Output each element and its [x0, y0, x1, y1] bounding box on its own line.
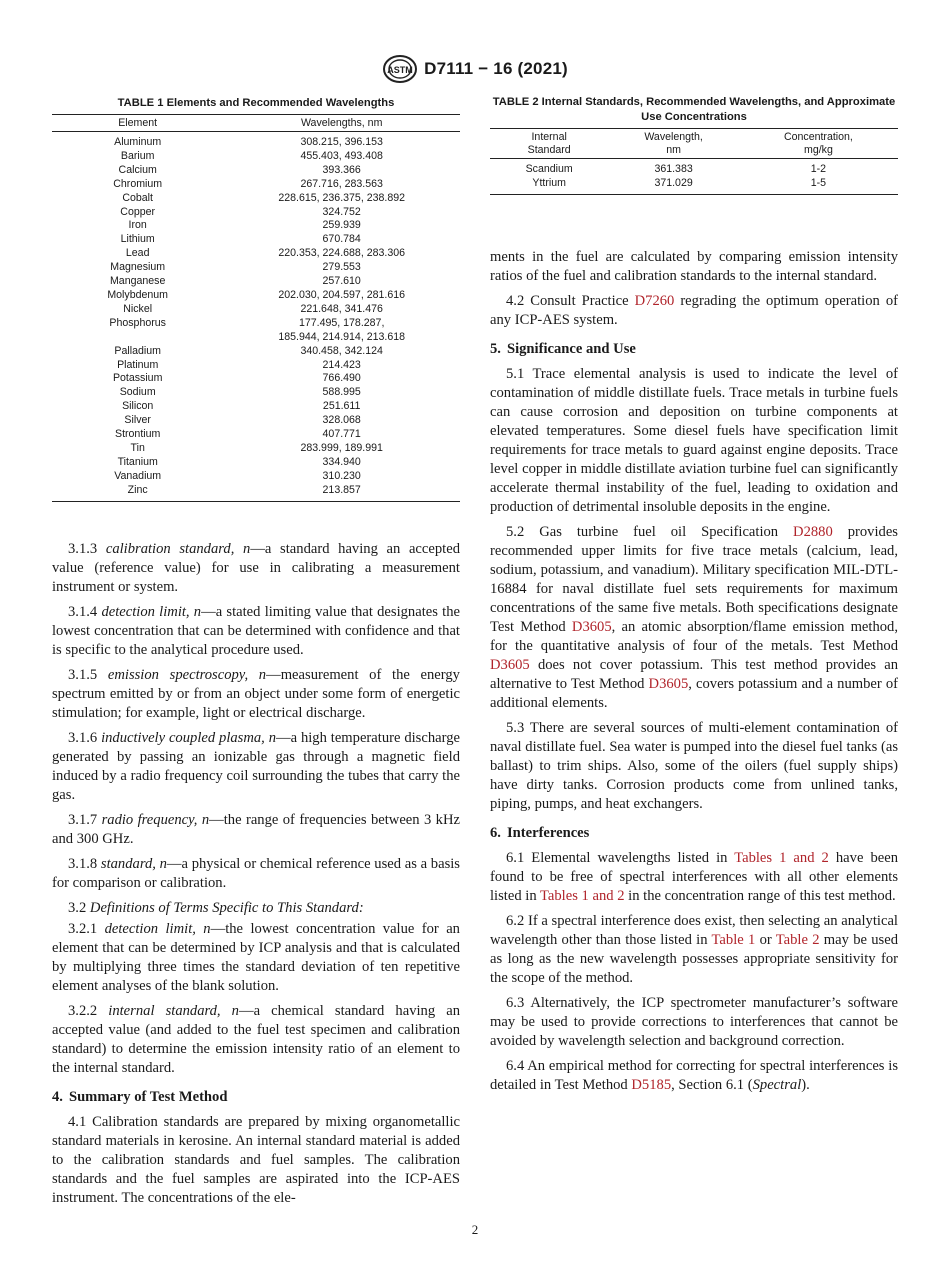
wavelength-cell: 588.995	[322, 386, 361, 399]
table2-header-cell	[490, 129, 608, 159]
right-column	[490, 248, 898, 1101]
element-cell: Silver	[124, 414, 151, 427]
ref-table2-link[interactable]: Table 2	[775, 932, 820, 948]
table2-header-line: Concentration,	[783, 131, 853, 143]
wavelength-cell: 221.648, 341.476	[300, 302, 383, 315]
para-3-2-2: 3.2.2 internal standard, n—a chemical standard having an accepted value (and added to the fuel test specimen and calibration standard) to determine the emission intensity ratio of an element to the internal standard.	[52, 1003, 461, 1076]
element-cell: Magnesium	[110, 261, 166, 274]
element-cell: Silicon	[122, 400, 154, 413]
wavelength-cell: 185.944, 214.914, 213.618	[278, 330, 405, 343]
wavelength-cell: 214.423	[322, 358, 361, 371]
table1	[52, 114, 460, 502]
ref-d3605-link[interactable]: D3605	[571, 619, 612, 635]
table2-cell: 361.383	[654, 163, 693, 175]
table1-header-cell: Wavelengths, nm	[300, 117, 383, 129]
wavelength-cell: 324.752	[322, 205, 361, 218]
table2-cell: 1-5	[810, 176, 827, 189]
para-5-1: 5.1 Trace elemental analysis is used to indicate the level of contamination of middle distillate fuels. Trace metals in turbine fuels can cause corrosion and deposition on turbine components at elevated temperatures. Some diesel fuels have specification limit requirements for trace metals to guard against engine deposits. Trace level copper in middle distillate aviation turbine fuel can significantly accelerate thermal instability of the fuel, leading to oxidation and production of detrimental insoluble deposits in the engine.	[490, 366, 899, 515]
document-id: D7111 − 16 (2021)	[424, 59, 568, 78]
ref-tables-link[interactable]: Tables 1 and 2	[540, 888, 625, 904]
para-3-2-1: 3.2.1 detection limit, n—the lowest concentration value for an element that can be determined by ICP analysis and that is calculated by multiplying three times the standard deviation of ten repetitive element analyses of the blank solution.	[52, 921, 460, 994]
para-3-1-8: 3.1.8 standard, n—a physical or chemical reference used as a basis for comparison or calibration.	[52, 856, 460, 891]
table-row	[52, 428, 460, 442]
wavelength-cell: 393.366	[322, 163, 361, 176]
para-6-4: 6.4 An empirical method for correcting for spectral interferences is detailed in Test Method D5185, Section 6.1 (Spectral).	[490, 1058, 899, 1093]
para-3-1-6: 3.1.6 inductively coupled plasma, n—a high temperature discharge generated by passing an ionizable gas through a magnetic field induced by a radio frequency coil surrounding the tubes that carry the gas.	[52, 730, 460, 803]
table-row	[52, 275, 460, 289]
ref-tables-link[interactable]: Tables 1 and 2	[734, 850, 829, 866]
element-cell: Manganese	[109, 275, 166, 288]
element-cell	[52, 331, 223, 345]
element-cell: Phosphorus	[109, 316, 166, 329]
wavelength-cell: 267.716, 283.563	[300, 177, 383, 190]
para-6-3: 6.3 Alternatively, the ICP spectrometer manufacturer’s software may be used to provide corrections to interferences that cannot be avoided by wavelength selection and background correction.	[490, 995, 898, 1049]
table-row	[52, 164, 460, 178]
wavelength-cell: 283.999, 189.991	[300, 441, 383, 454]
table2-header-line: nm	[666, 144, 681, 156]
wavelength-cell: 455.403, 493.408	[300, 149, 383, 162]
wavelength-cell: 251.611	[322, 400, 361, 413]
table-row	[490, 159, 898, 177]
element-cell: Strontium	[115, 428, 161, 441]
section-4-heading: 4. Summary of Test Method	[52, 1089, 228, 1105]
para-6-1: 6.1 Elemental wavelengths listed in Tables 1 and 2 have been found to be free of spectral interferences with all other elements listed in Tables 1 and 2 in the concentration range of this test method.	[490, 850, 898, 904]
table2-title: TABLE 2 Internal Standards, Recommended Wavelengths, and Approximate Use Concentrations	[492, 96, 896, 123]
wavelength-cell: 228.615, 236.375, 238.892	[278, 191, 405, 204]
element-cell: Tin	[130, 441, 145, 454]
table-row	[52, 456, 460, 470]
table2-header-line: Internal	[531, 131, 567, 143]
ref-table1-link[interactable]: Table 1	[711, 932, 756, 948]
table2-header-line: mg/kg	[804, 144, 833, 156]
element-cell: Copper	[120, 205, 156, 218]
para-3-1-5: 3.1.5 emission spectroscopy, n—measurement of the energy spectrum emitted by or from an object under some form of energetic stimulation; for example, light or electrical discharge.	[52, 667, 460, 721]
ref-d7260-link[interactable]: D7260	[634, 293, 675, 309]
element-cell: Platinum	[117, 358, 159, 371]
table-row	[52, 484, 460, 501]
table2-header-line: Wavelength,	[644, 131, 703, 143]
para-3-2: 3.2 Definitions of Terms Specific to This Standard:	[68, 900, 364, 916]
table-row	[52, 247, 460, 261]
table-row	[52, 206, 460, 220]
element-cell: Calcium	[118, 163, 157, 176]
para-4-2: 4.2 Consult Practice D7260 regrading the optimum operation of any ICP-AES system.	[490, 293, 898, 328]
wavelength-cell: 279.553	[322, 261, 361, 274]
wavelength-cell: 308.215, 396.153	[300, 136, 383, 148]
element-cell: Cobalt	[122, 191, 153, 204]
wavelength-cell: 407.771	[322, 428, 361, 441]
table-row	[490, 177, 898, 194]
table1-header-cell: Element	[118, 117, 158, 129]
element-cell: Barium	[120, 149, 155, 162]
page-number: 2	[471, 1222, 479, 1237]
table-row	[52, 414, 460, 428]
wavelength-cell: 202.030, 204.597, 281.616	[278, 288, 405, 301]
element-cell: Molybdenum	[107, 288, 168, 301]
table-row	[52, 132, 460, 150]
ref-d2880-link[interactable]: D2880	[793, 524, 833, 540]
table-row	[52, 359, 460, 373]
para-4-1: 4.1 Calibration standards are prepared by mixing organometallic standard materials in kerosine. An internal standard material is added to the calibration standards and fuel samples. The calibration standards and the fuel samples are aspirated into the ICP-AES instrument. The concentrations of the ele-	[52, 1114, 460, 1206]
table-row	[52, 150, 460, 164]
table-row	[52, 219, 460, 233]
astm-logo-icon	[382, 54, 418, 84]
table-row	[52, 261, 460, 275]
table-row	[52, 400, 460, 414]
table2-cell: 1-2	[810, 163, 827, 175]
table-row	[52, 470, 460, 484]
table2-header-line: Standard	[527, 144, 571, 156]
para-5-2: 5.2 Gas turbine fuel oil Specification D2880 provides recommended upper limits for five trace metals (calcium, lead, sodium, potassium, and vanadium). Military specification MIL-DTL-16884 for naval distillate fuel sets requirements for maximum concentrations of the same five metals. Both specifications designate Test Method D3605, an atomic absorption/flame emission method, for the quantitative analysis of four of the metals. Test Method D3605 does not cover potassium. This test method provides an alternative to Test Method D3605, covers potassium and a number of additional elements.	[490, 524, 898, 711]
element-cell: Iron	[128, 219, 147, 232]
wavelength-cell: 766.490	[322, 372, 361, 385]
para-3-1-3: 3.1.3 calibration standard, n—a standard having an accepted value (reference value) for use in calibrating a measurement instrument or system.	[52, 541, 460, 595]
element-cell: Sodium	[119, 386, 156, 399]
section-5-heading: 5. Significance and Use	[490, 341, 636, 357]
table-row	[52, 442, 460, 456]
section-6-heading: 6. Interferences	[490, 825, 590, 841]
table-row	[52, 192, 460, 206]
wavelength-cell: 213.857	[322, 483, 361, 496]
svg-text:ASTM: ASTM	[387, 65, 413, 75]
element-cell: Lithium	[120, 233, 155, 246]
wavelength-cell: 259.939	[322, 219, 361, 232]
table2	[490, 128, 898, 195]
element-cell: Potassium	[112, 372, 163, 385]
table2-cell: 371.029	[654, 176, 693, 189]
ref-d5185-link[interactable]: D5185	[631, 1077, 672, 1093]
table1-title: TABLE 1 Elements and Recommended Wavelengths	[117, 97, 395, 109]
table-row	[52, 178, 460, 192]
element-cell: Nickel	[123, 302, 153, 315]
wavelength-cell: 670.784	[322, 233, 361, 246]
wavelength-cell: 328.068	[322, 414, 361, 427]
wavelength-cell: 220.353, 224.688, 283.306	[278, 247, 405, 260]
element-cell: Chromium	[113, 177, 163, 190]
table-row	[52, 317, 460, 331]
wavelength-cell: 310.230	[322, 469, 361, 482]
para-5-3: 5.3 There are several sources of multi-element contamination of naval distillate fuel. Sea water is pumped into the diesel fuel tanks (as ballast) to trim ships. Also, some of the oilers (fuel supply ships) have dirty tanks. Corrosion products come from unlined tanks, piping, pumps, and heat exchangers.	[490, 720, 898, 812]
left-column	[52, 540, 460, 1214]
element-cell: Aluminum	[114, 136, 162, 148]
ref-d3605-link[interactable]: D3605	[490, 657, 530, 673]
table-row	[52, 233, 460, 247]
ref-d3605-link[interactable]: D3605	[648, 676, 689, 692]
table2-header-cell	[608, 129, 739, 159]
table2-header-cell	[739, 129, 898, 159]
table2-cell: Scandium	[525, 163, 573, 175]
wavelength-cell: 340.458, 342.124	[300, 344, 383, 357]
page-header	[0, 54, 950, 84]
element-cell: Zinc	[127, 483, 148, 496]
table2-cell: Yttrium	[532, 176, 566, 189]
table-row	[52, 345, 460, 359]
wavelength-cell: 177.495, 178.287,	[298, 316, 385, 329]
element-cell: Lead	[125, 247, 150, 260]
para-3-1-7: 3.1.7 radio frequency, n—the range of frequencies between 3 kHz and 300 GHz.	[52, 812, 460, 847]
table-row	[52, 386, 460, 400]
para-6-2: 6.2 If a spectral interference does exist, then selecting an analytical wavelength other than those listed in Table 1 or Table 2 may be used as long as the new wavelength possesses appropriate sensitivity for the scope of the method.	[490, 913, 898, 986]
element-cell: Palladium	[114, 344, 161, 357]
table-row	[52, 303, 460, 317]
para-4-1-continued: ments in the fuel are calculated by comparing emission intensity ratios of the fuel and calibration standards to the internal standard.	[490, 249, 898, 284]
element-cell: Titanium	[117, 455, 158, 468]
table-row	[52, 372, 460, 386]
para-3-1-4: 3.1.4 detection limit, n—a stated limiting value that designates the lowest concentration that can be determined with confidence and that is specific to the analytical procedure used.	[52, 604, 460, 658]
table-row	[52, 331, 460, 345]
element-cell: Vanadium	[114, 469, 162, 482]
wavelength-cell: 257.610	[322, 275, 361, 288]
wavelength-cell: 334.940	[322, 455, 361, 468]
table-row	[52, 289, 460, 303]
